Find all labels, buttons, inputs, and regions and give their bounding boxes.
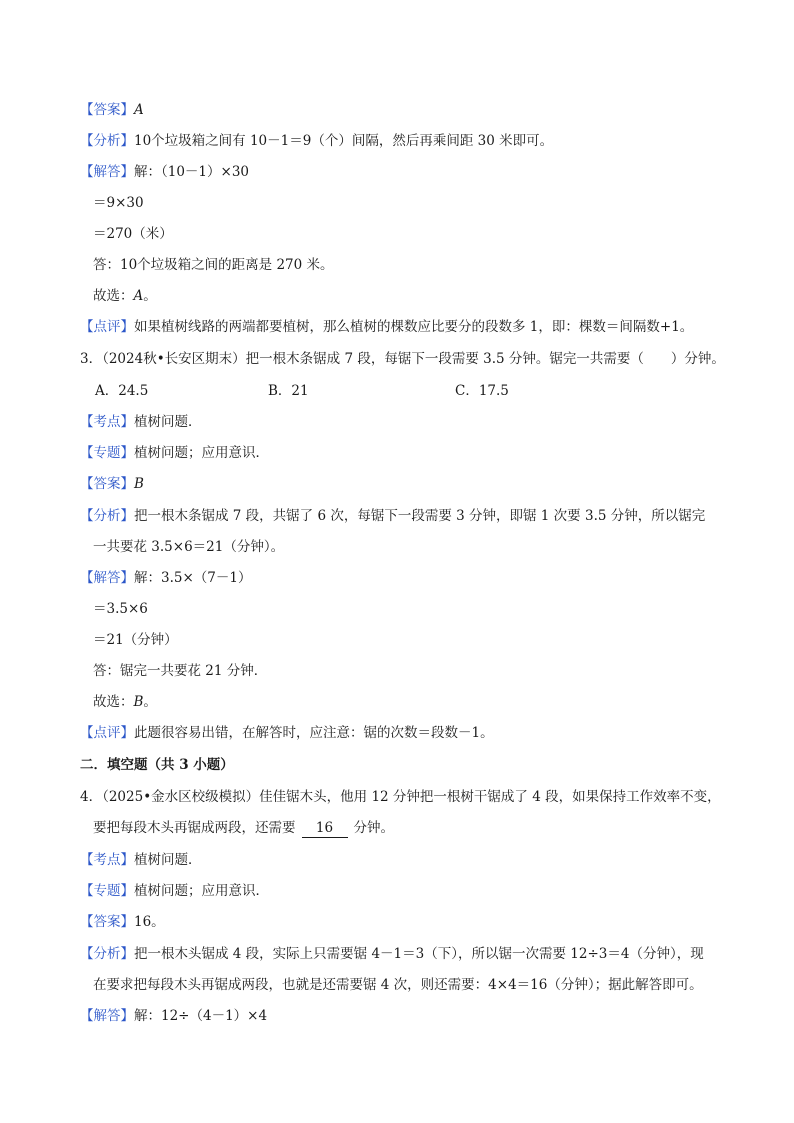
answer-line bbox=[80, 101, 144, 119]
zhuanti-text: 植树问题；应用意识． bbox=[134, 445, 269, 461]
solution-text: 解：3.5×（7－1） bbox=[134, 570, 252, 586]
solution-step: ＝3.5×6 bbox=[93, 601, 148, 617]
analysis-line bbox=[80, 945, 704, 963]
solution-text: 解：（10－1）×30 bbox=[134, 164, 250, 180]
solution-line bbox=[80, 163, 249, 181]
option-c: C．17.5 bbox=[455, 383, 509, 399]
stem-text: 要把每段木头再锯成两段，还需要 bbox=[93, 820, 296, 836]
zhuanti-text: 植树问题；应用意识． bbox=[134, 883, 269, 899]
reply-text: 答：10个垃圾箱之间的距离是 270 米。 bbox=[93, 257, 334, 273]
choice-value: A bbox=[133, 288, 144, 304]
answer-line bbox=[80, 475, 144, 493]
zhuanti-line bbox=[80, 882, 269, 900]
kaodian-line bbox=[80, 851, 202, 869]
option-a: A．24.5 bbox=[95, 383, 149, 399]
kaodian-tag: 【考点】 bbox=[80, 414, 134, 430]
solution-tag: 【解答】 bbox=[80, 164, 134, 180]
option-b: B．21 bbox=[268, 383, 309, 399]
comment-line bbox=[80, 724, 494, 742]
kaodian-text: 植树问题． bbox=[134, 414, 202, 430]
solution-step: ＝270（米） bbox=[93, 226, 173, 242]
analysis-tag: 【分析】 bbox=[80, 946, 134, 962]
analysis-text: 把一根木头锯成 4 段，实际上只需要锯 4－1＝3（下），所以锯一次需要 12÷3＝4（分钟），现 bbox=[134, 946, 704, 962]
answer-blank: 16 bbox=[302, 819, 348, 838]
question-4-stem-continuation bbox=[93, 819, 394, 838]
comment-line bbox=[80, 318, 693, 336]
answer-tag: 【答案】 bbox=[80, 476, 134, 492]
question-4-stem: 4．（2025•金水区校级模拟）佳佳锯木头，他用 12 分钟把一根树干锯成了 4 段，如果保持工作效率不变， bbox=[80, 789, 721, 805]
solution-line bbox=[80, 569, 251, 587]
choice-suffix: 。 bbox=[143, 288, 157, 304]
analysis-continuation: 在要求把每段木头再锯成两段，也就是还需要锯 4 次，则还需要：4×4＝16（分钟）；据此解答即可。 bbox=[93, 977, 703, 993]
reply-text: 答：锯完一共要花 21 分钟． bbox=[93, 663, 268, 679]
solution-tag: 【解答】 bbox=[80, 570, 134, 586]
analysis-continuation: 一共要花 3.5×6＝21（分钟）。 bbox=[93, 539, 285, 555]
comment-tag: 【点评】 bbox=[80, 319, 134, 335]
kaodian-line bbox=[80, 413, 202, 431]
analysis-line bbox=[80, 507, 705, 525]
answer-value: 16。 bbox=[134, 914, 165, 930]
solution-step: ＝9×30 bbox=[93, 195, 144, 211]
choice-line bbox=[93, 693, 157, 711]
analysis-text: 把一根木条锯成 7 段，共锯了 6 次，每锯下一段需要 3 分钟，即锯 1 次要 3.5 分钟，所以锯完 bbox=[134, 508, 706, 524]
analysis-tag: 【分析】 bbox=[80, 133, 134, 149]
stem-text: 分钟。 bbox=[353, 820, 394, 836]
comment-text: 如果植树线路的两端都要植树，那么植树的棵数应比要分的段数多 1，即：棵数＝间隔数+1。 bbox=[134, 319, 694, 335]
answer-tag: 【答案】 bbox=[80, 914, 134, 930]
answer-tag: 【答案】 bbox=[80, 102, 134, 118]
analysis-tag: 【分析】 bbox=[80, 508, 134, 524]
section-heading: 二．填空题（共 3 小题） bbox=[80, 757, 234, 773]
zhuanti-line bbox=[80, 444, 269, 462]
kaodian-text: 植树问题． bbox=[134, 852, 202, 868]
solution-tag: 【解答】 bbox=[80, 1008, 134, 1024]
solution-step: ＝21（分钟） bbox=[93, 632, 178, 648]
choice-prefix: 故选： bbox=[93, 288, 134, 304]
choice-suffix: 。 bbox=[143, 694, 157, 710]
answer-value: B bbox=[134, 476, 144, 492]
comment-tag: 【点评】 bbox=[80, 725, 134, 741]
solution-line bbox=[80, 1007, 267, 1025]
question-3-stem: 3．（2024秋•长安区期末）把一根木条锯成 7 段，每锯下一段需要 3.5 分钟。锯完一共需要（ ）分钟。 bbox=[80, 351, 725, 367]
analysis-text: 10个垃圾箱之间有 10－1＝9（个）间隔，然后再乘间距 30 米即可。 bbox=[134, 133, 554, 149]
answer-value: A bbox=[134, 102, 144, 118]
choice-line bbox=[93, 287, 157, 305]
choice-value: B bbox=[133, 694, 144, 710]
choice-prefix: 故选： bbox=[93, 694, 134, 710]
kaodian-tag: 【考点】 bbox=[80, 852, 134, 868]
comment-text: 此题很容易出错，在解答时，应注意：锯的次数＝段数－1。 bbox=[134, 725, 494, 741]
zhuanti-tag: 【专题】 bbox=[80, 883, 134, 899]
zhuanti-tag: 【专题】 bbox=[80, 445, 134, 461]
answer-line bbox=[80, 913, 165, 931]
analysis-line bbox=[80, 132, 553, 150]
solution-text: 解：12÷（4－1）×4 bbox=[134, 1008, 268, 1024]
